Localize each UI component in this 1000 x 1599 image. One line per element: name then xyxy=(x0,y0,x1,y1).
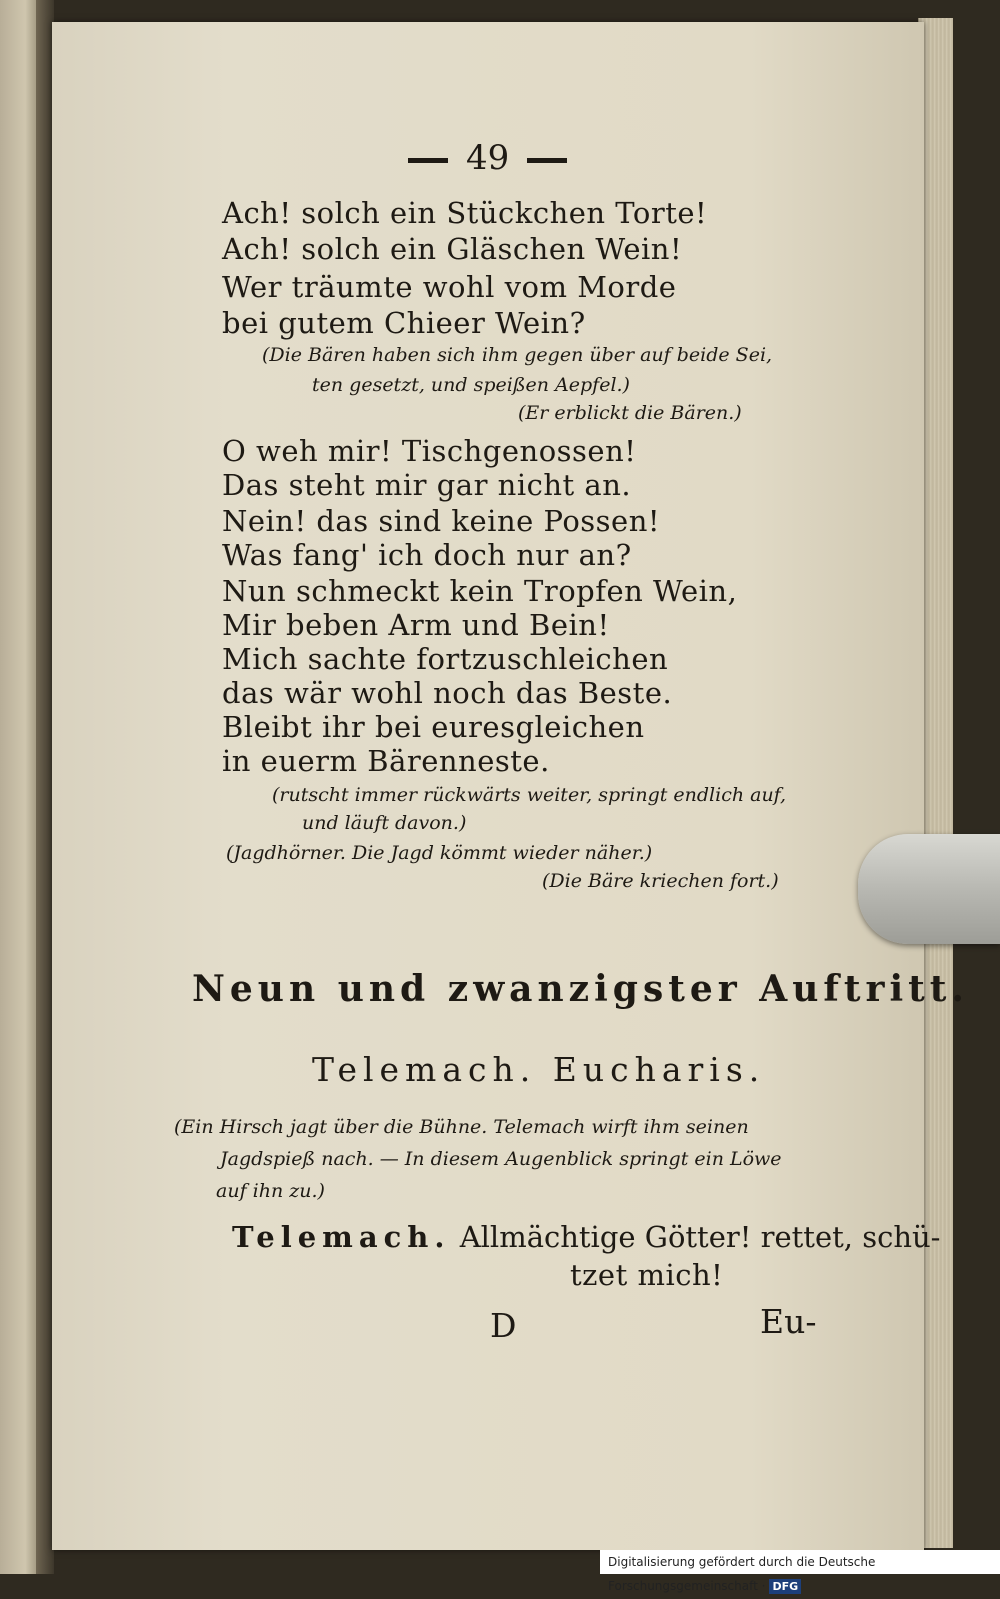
character-list: Telemach. Eucharis. xyxy=(312,1050,766,1089)
page-number-dash-right xyxy=(527,158,567,163)
verse-line: das wär wohl noch das Beste. xyxy=(222,676,673,710)
verse-line: in euerm Bärenneste. xyxy=(222,744,550,778)
page-number xyxy=(390,138,585,178)
stage-direction: (Jagdhörner. Die Jagd kömmt wieder näher.) xyxy=(226,842,653,864)
verse-line: O weh mir! Tischgenossen! xyxy=(222,434,637,468)
speech-continuation: tzet mich! xyxy=(570,1258,724,1292)
verse-line: Ach! solch ein Gläschen Wein! xyxy=(222,232,683,266)
speech-text: Allmächtige Götter! rettet, schü- xyxy=(459,1220,941,1254)
stage-direction: (Er erblickt die Bären.) xyxy=(518,402,742,424)
verse-line: bei gutem Chieer Wein? xyxy=(222,306,586,340)
verse-line: Mir beben Arm und Bein! xyxy=(222,608,610,642)
stage-direction: auf ihn zu.) xyxy=(216,1180,325,1202)
page-clip xyxy=(858,834,1000,944)
catchword: Eu- xyxy=(760,1302,817,1341)
stage-direction: (Die Bäre kriechen fort.) xyxy=(542,870,779,892)
stage-direction: ten gesetzt, und speißen Aepfel.) xyxy=(312,374,630,396)
scene-heading: Neun und zwanzigster Auftritt. xyxy=(192,968,969,1010)
verse-line: Bleibt ihr bei euresgleichen xyxy=(222,710,645,744)
verse-line: Nun schmeckt kein Tropfen Wein, xyxy=(222,574,738,608)
speech-line xyxy=(232,1220,940,1254)
verse-line: Nein! das sind keine Possen! xyxy=(222,504,661,538)
stage-direction: (Die Bären haben sich ihm gegen über auf beide Sei, xyxy=(262,344,773,366)
page-number-value: 49 xyxy=(466,138,510,178)
verse-line: Was fang' ich doch nur an? xyxy=(222,538,632,572)
dfg-logo: DFG xyxy=(769,1579,801,1594)
page-number-dash-left xyxy=(408,158,448,163)
verse-line: Das steht mir gar nicht an. xyxy=(222,468,632,502)
verse-line: Wer träumte wohl vom Morde xyxy=(222,270,677,304)
stage-direction: und läuft davon.) xyxy=(302,812,467,834)
speaker-name: Telemach. xyxy=(232,1220,451,1254)
verse-line: Ach! solch ein Stückchen Torte! xyxy=(222,196,708,230)
signature-mark: D xyxy=(490,1306,517,1345)
verse-line: Mich sachte fortzuschleichen xyxy=(222,642,669,676)
digitization-footer xyxy=(600,1550,1000,1593)
footer-text: Digitalisierung gefördert durch die Deutsche Forschungsgemeinschaft · xyxy=(608,1555,876,1593)
stage-direction: (Ein Hirsch jagt über die Bühne. Telemach wirft ihm seinen xyxy=(174,1116,749,1138)
stage-direction: Jagdspieß nach. — In diesem Augenblick springt ein Löwe xyxy=(220,1148,782,1170)
stage-direction: (rutscht immer rückwärts weiter, springt endlich auf, xyxy=(272,784,787,806)
